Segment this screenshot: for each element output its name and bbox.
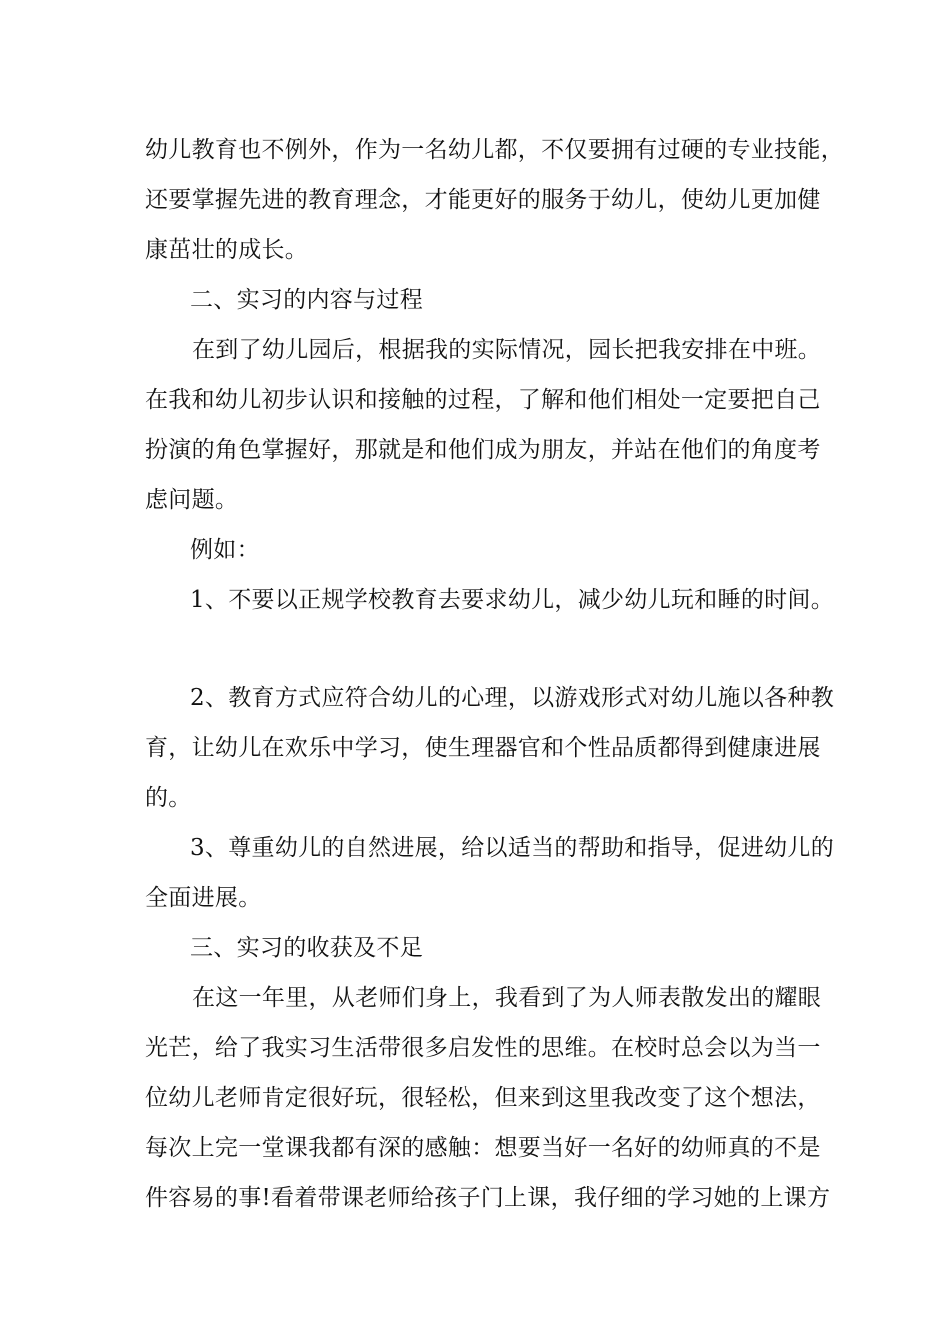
- paragraph-line: 在这一年里，从老师们身上，我看到了为人师表散发出的耀眼: [192, 985, 822, 1011]
- paragraph-line: 在我和幼儿初步认识和接触的过程，了解和他们相处一定要把自己: [145, 387, 821, 413]
- list-item: 3、尊重幼儿的自然进展，给以适当的帮助和指导，促进幼儿的: [190, 835, 835, 861]
- list-item: 2、教育方式应符合幼儿的心理，以游戏形式对幼儿施以各种教: [190, 685, 835, 711]
- list-item: 1、不要以正规学校教育去要求幼儿，减少幼儿玩和睡的时间。: [190, 587, 835, 613]
- paragraph-line: 的。: [145, 785, 192, 811]
- paragraph-line: 康茁壮的成长。: [145, 237, 309, 263]
- paragraph-line: 育，让幼儿在欢乐中学习，使生理器官和个性品质都得到健康进展: [145, 735, 821, 761]
- section-heading: 三、实习的收获及不足: [190, 935, 423, 961]
- paragraph-line: 在到了幼儿园后，根据我的实际情况，园长把我安排在中班。: [192, 337, 822, 363]
- paragraph-line: 每次上完一堂课我都有深的感触：想要当好一名好的幼师真的不是: [145, 1135, 821, 1161]
- paragraph-line: 幼儿教育也不例外，作为一名幼儿都，不仅要拥有过硬的专业技能，: [145, 137, 844, 163]
- paragraph-line: 扮演的角色掌握好，那就是和他们成为朋友，并站在他们的角度考: [145, 437, 821, 463]
- paragraph-line: 全面进展。: [145, 885, 262, 911]
- section-heading: 二、实习的内容与过程: [190, 287, 423, 313]
- paragraph-line: 虑问题。: [145, 487, 239, 513]
- paragraph-line: 还要掌握先进的教育理念，才能更好的服务于幼儿，使幼儿更加健: [145, 187, 821, 213]
- paragraph-line: 光芒，给了我实习生活带很多启发性的思维。在校时总会以为当一: [145, 1035, 821, 1061]
- paragraph-line: 件容易的事!看着带课老师给孩子门上课，我仔细的学习她的上课方: [145, 1185, 831, 1211]
- paragraph-line: 位幼儿老师肯定很好玩，很轻松，但来到这里我改变了这个想法，: [145, 1085, 821, 1111]
- paragraph-line: 例如：: [190, 537, 260, 563]
